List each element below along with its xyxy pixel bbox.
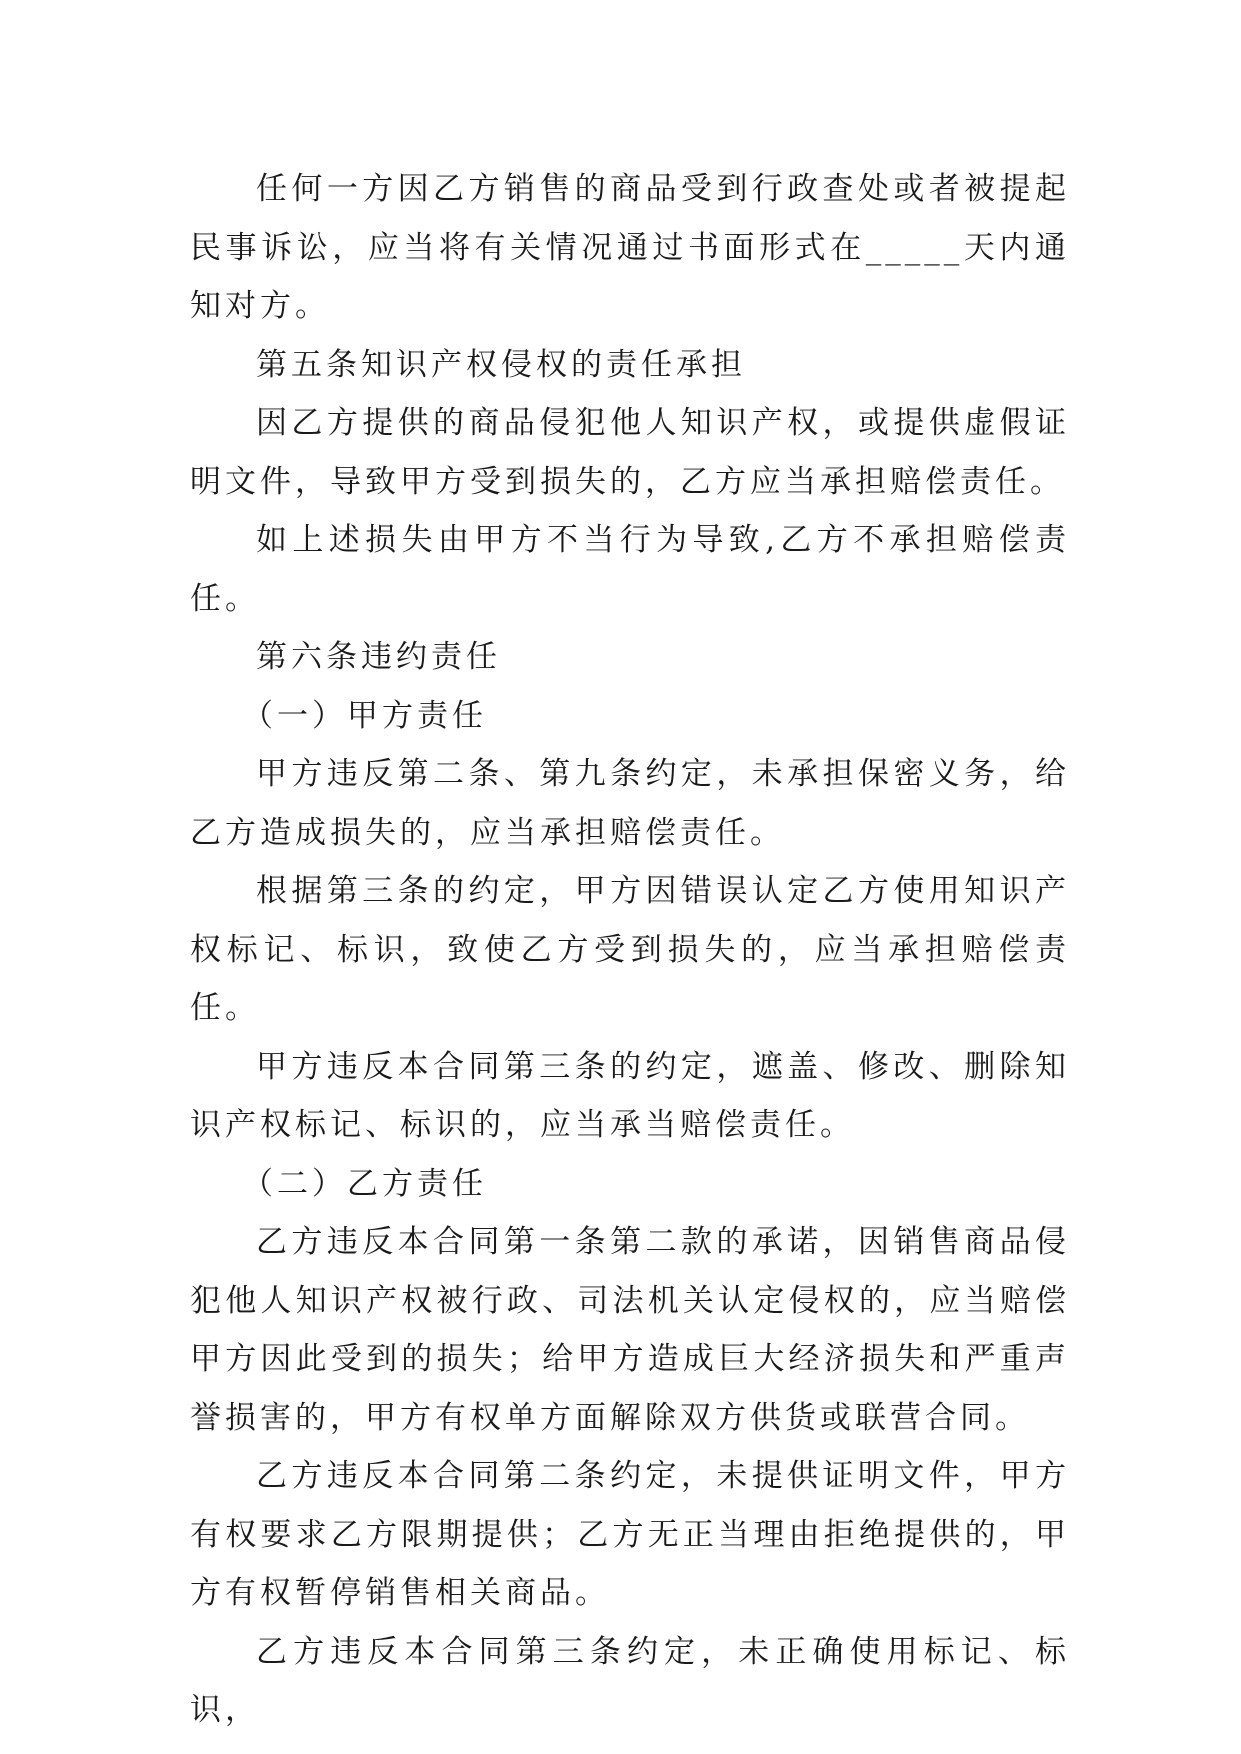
paragraph-notification-duty: 任何一方因乙方销售的商品受到行政查处或者被提起民事诉讼，应当将有关情况通过书面形式在_____天内通知对方。 — [190, 171, 1070, 324]
paragraph-party-b-documents: 乙方违反本合同第二条约定，未提供证明文件，甲方有权要求乙方限期提供；乙方无正当理由拒绝提供的，甲方有权暂停销售相关商品。 — [190, 1458, 1070, 1611]
paragraph-party-b-infringement: 乙方违反本合同第一条第二款的承诺，因销售商品侵犯他人知识产权被行政、司法机关认定侵权的，应当赔偿甲方因此受到的损失；给甲方造成巨大经济损失和严重声誉损害的，甲方有权单方面解除双方供货或联营合同。 — [190, 1224, 1070, 1436]
paragraph-party-b-marks: 乙方违反本合同第三条约定，未正确使用标记、标识， — [190, 1633, 1070, 1728]
paragraph-ip-infringement-liability: 因乙方提供的商品侵犯他人知识产权，或提供虚假证明文件，导致甲方受到损失的，乙方应当承担赔偿责任。 — [190, 405, 1070, 500]
article-5-heading: 第五条知识产权侵权的责任承担 — [256, 346, 746, 383]
paragraph-party-a-mark-tampering: 甲方违反本合同第三条的约定，遮盖、修改、删除知识产权标记、标识的，应当承当赔偿责任。 — [190, 1048, 1070, 1143]
paragraph-party-a-wrongful-determination: 根据第三条的约定，甲方因错误认定乙方使用知识产权标记、标识，致使乙方受到损失的，应当承担赔偿责任。 — [190, 873, 1070, 1026]
party-b-liability-heading: （二）乙方责任 — [242, 1165, 487, 1202]
paragraph-party-a-confidentiality: 甲方违反第二条、第九条约定，未承担保密义务，给乙方造成损失的，应当承担赔偿责任。 — [190, 756, 1070, 851]
party-a-liability-heading: （一）甲方责任 — [242, 697, 487, 734]
document-body — [190, 160, 1070, 1740]
article-6-heading: 第六条违约责任 — [256, 639, 501, 675]
paragraph-party-a-fault-exception: 如上述损失由甲方不当行为导致,乙方不承担赔偿责任。 — [190, 522, 1070, 617]
